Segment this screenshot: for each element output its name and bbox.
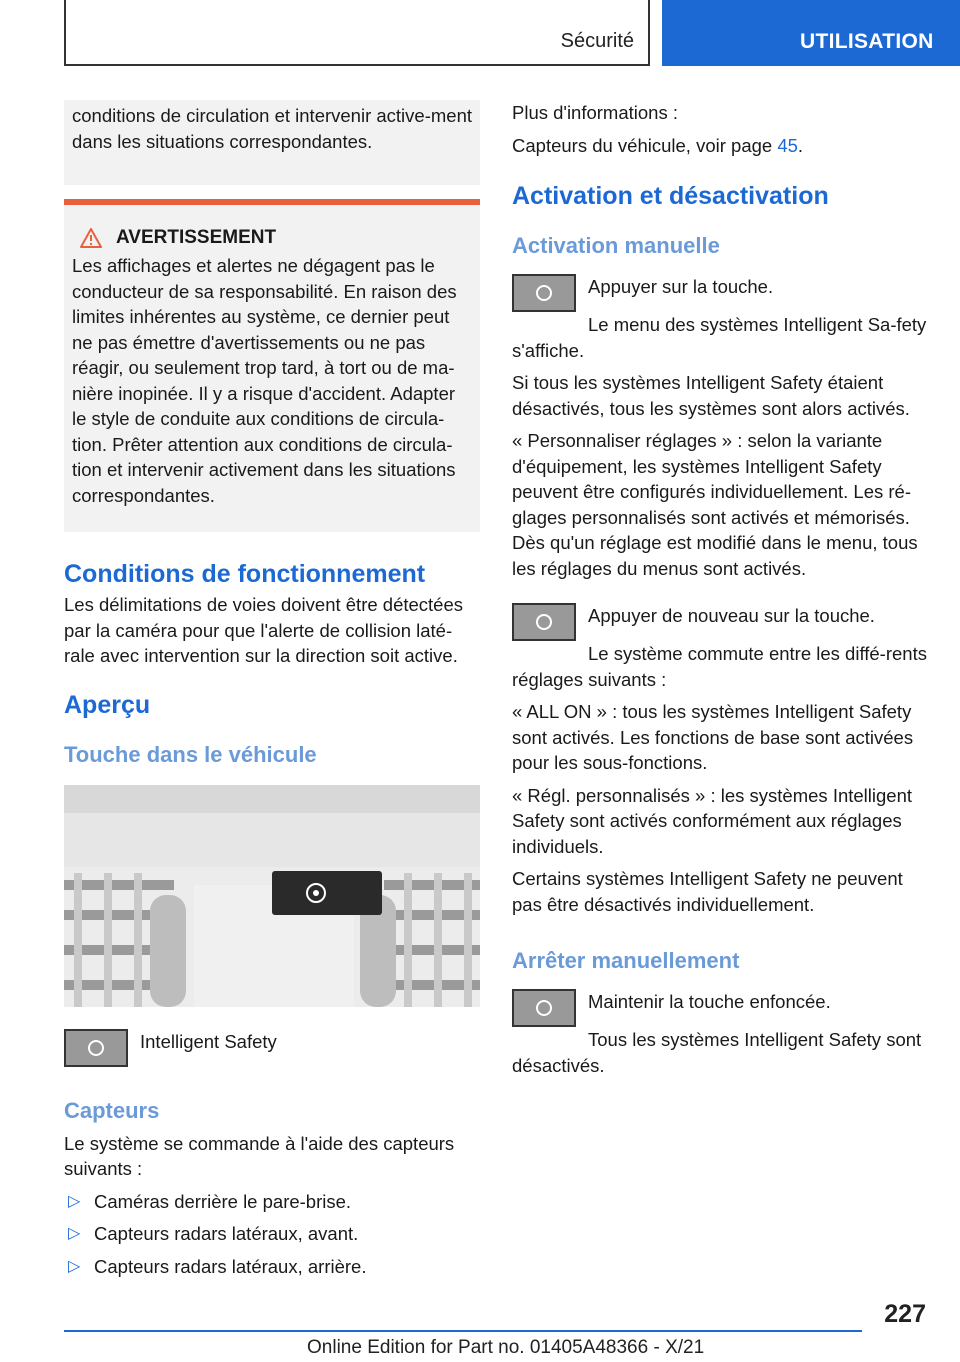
bullet-triangle-icon: ▷ [68, 1257, 81, 1275]
step-result: Le menu des systèmes Intelligent Sa-fety s'affiche. [512, 314, 927, 361]
intelligent-safety-button-icon [512, 603, 576, 641]
intro-box [64, 100, 480, 185]
page-link[interactable]: 45 [777, 134, 798, 156]
intro-text: conditions de circulation et intervenir active-ment dans les situations correspondantes. [72, 105, 472, 152]
intelligent-safety-button-icon [512, 989, 576, 1027]
conditions-heading: Conditions de fonctionnement [64, 560, 426, 588]
conditions-text: Les délimitations de voies doivent être détectées par la caméra pour que l'alerte de collision laté-rale avec intervention sur la direction soit active. [64, 594, 464, 666]
list-item: ▷ Caméras derrière le pare-brise. [64, 1189, 480, 1215]
step-press-again [512, 603, 930, 641]
step-text: Appuyer de nouveau sur la touche. [588, 605, 875, 626]
apercu-heading: Aperçu [64, 690, 151, 719]
warning-title: AVERTISSEMENT [116, 227, 277, 248]
edition-footer: Online Edition for Part no. 01405A48366 - X/21 [307, 1337, 705, 1358]
warning-box [64, 199, 480, 532]
sensor-list [64, 1189, 480, 1280]
step-hold-key [512, 989, 930, 1027]
paragraph: Certains systèmes Intelligent Safety ne peuvent pas être désactivés individuellement. [512, 868, 903, 915]
step-result: Tous les systèmes Intelligent Safety sont désactivés. [512, 1029, 922, 1076]
warning-text: Les affichages et alertes ne dégagent pas le conducteur de sa responsabilité. En raison des limites inhérentes au système, ce dernier peut ne pas émettre d'avertissements ou ne pas réagir, ou seulement trop tard, à tort ou de ma-nière inopinée. Il y a risque d'accident. Adapter le style de conduite aux conditions de circula-tion. Prêter attention aux conditions de circula-tion et intervenir activement dans les situations correspondantes. [72, 255, 457, 506]
chapter-tab: UTILISATION [662, 0, 960, 66]
button-location-heading: Touche dans le véhicule [64, 741, 317, 767]
intelligent-safety-button-icon [512, 274, 576, 312]
manual-off-heading: Arrêter manuellement [512, 948, 740, 973]
list-item: ▷ Capteurs radars latéraux, arrière. [64, 1254, 480, 1280]
more-info-label: Plus d'informations : [512, 102, 678, 123]
capteurs-heading: Capteurs [64, 1097, 160, 1123]
bullet-triangle-icon: ▷ [68, 1192, 81, 1210]
paragraph: « Régl. personnalisés » : les systèmes Intelligent Safety sont activés conformément aux réglages individuels. [512, 784, 913, 857]
page-number: 227 [884, 1300, 926, 1328]
vehicle-button-photo [64, 785, 480, 1007]
step-text: Maintenir la touche enfoncée. [588, 991, 831, 1012]
header-section-box [64, 0, 650, 66]
intelligent-safety-button-icon [64, 1029, 128, 1067]
left-column [64, 100, 480, 1286]
step-text: Appuyer sur la touche. [588, 276, 774, 297]
paragraph: Si tous les systèmes Intelligent Safety étaient désactivés, tous les systèmes sont alors activés. [512, 372, 910, 419]
activation-heading: Activation et désactivation [512, 182, 829, 210]
capteurs-text: Le système se commande à l'aide des capteurs suivants : [64, 1132, 455, 1179]
intelligent-safety-key-row [64, 1029, 480, 1067]
footer-rule [64, 1330, 862, 1332]
right-column [512, 100, 930, 1085]
paragraph: « ALL ON » : tous les systèmes Intelligent Safety sont activés. Les fonctions de base sont activées pour les sous-fonctions. [512, 701, 914, 773]
intelligent-safety-label: Intelligent Safety [140, 1030, 277, 1052]
step-result: Le système commute entre les diffé-rents réglages suivants : [512, 643, 927, 690]
bullet-triangle-icon: ▷ [68, 1225, 81, 1242]
section-title: Sécurité [560, 30, 634, 52]
warning-triangle-icon [80, 228, 102, 248]
manual-activation-heading: Activation manuelle [512, 233, 720, 258]
step-press-key [512, 274, 930, 312]
warning-heading [72, 227, 472, 249]
list-item: ▷ Capteurs radars latéraux, avant. [64, 1221, 480, 1247]
sensors-reference: Capteurs du véhicule, voir page 45. [512, 134, 804, 156]
paragraph: « Personnaliser réglages » : selon la variante d'équipement, les systèmes Intelligent Safety peuvent être configurés individuellement. Les ré-glages personnalisés sont activés et mémorisés. Dès qu'un réglage est modifié dans le menu, tous les réglages du menus sont activés. [512, 430, 918, 579]
